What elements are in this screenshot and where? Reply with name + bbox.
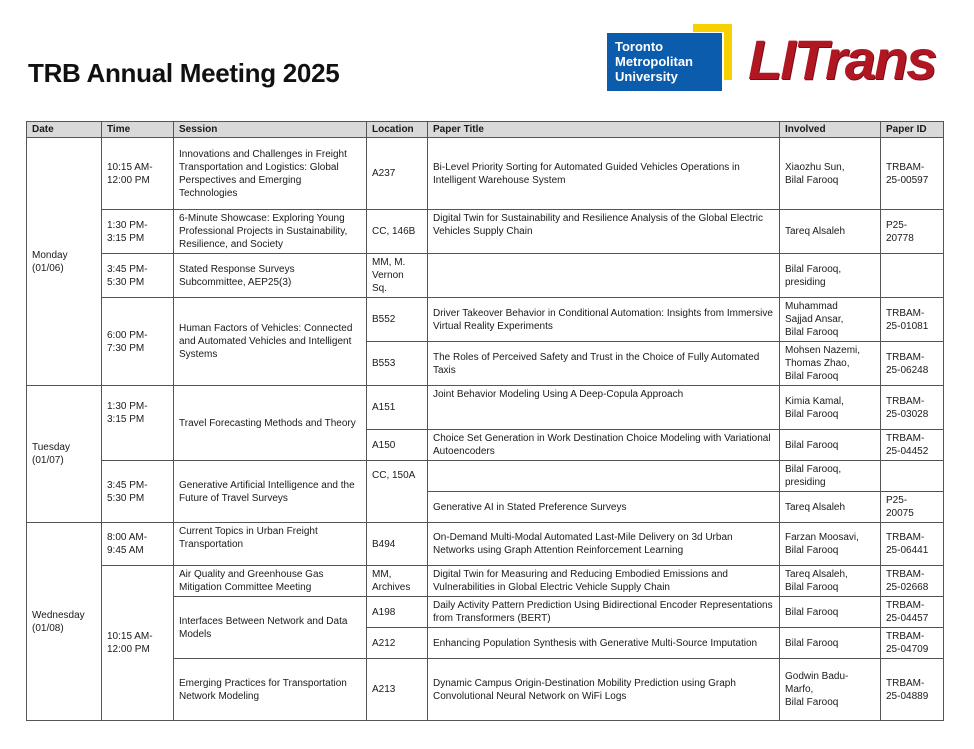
paper-title-cell: Digital Twin for Measuring and Reducing Embodied Emissions and Vulnerabilities in Global Electric Vehicle Supply Chain [428, 566, 780, 597]
involved-cell: Bilal Farooq [780, 430, 881, 461]
table-row [27, 210, 944, 254]
involved-cell: Mohsen Nazemi, Thomas Zhao, Bilal Farooq [780, 342, 881, 386]
paper-id-cell: TRBAM- 25-04889 [881, 659, 944, 721]
location-cell: MM, Archives [367, 566, 428, 597]
table-row [27, 523, 944, 566]
column-header-paper-id: Paper ID [881, 122, 944, 138]
location-cell: A213 [367, 659, 428, 721]
paper-id-cell: TRBAM- 25-04457 [881, 597, 944, 628]
session-cell: Generative Artificial Intelligence and the Future of Travel Surveys [174, 461, 367, 523]
table-row [27, 254, 944, 298]
paper-id-cell: TRBAM- 25-01081 [881, 298, 944, 342]
column-header-paper-title: Paper Title [428, 122, 780, 138]
paper-id-cell [881, 461, 944, 492]
involved-cell: Xiaozhu Sun, Bilal Farooq [780, 138, 881, 210]
paper-id-cell: TRBAM- 25-04709 [881, 628, 944, 659]
paper-id-cell: TRBAM- 25-02668 [881, 566, 944, 597]
time-cell: 10:15 AM- 12:00 PM [102, 138, 174, 210]
time-cell: 10:15 AM- 12:00 PM [102, 566, 174, 721]
tmu-logo-box [607, 33, 722, 91]
location-cell: MM, M. Vernon Sq. [367, 254, 428, 298]
table-row [27, 566, 944, 597]
session-cell: Travel Forecasting Methods and Theory [174, 386, 367, 461]
location-cell: B553 [367, 342, 428, 386]
table-row [27, 138, 944, 210]
litrans-logo: LITrans [748, 28, 936, 91]
table-header-row [27, 122, 944, 138]
paper-id-cell: TRBAM- 25-06248 [881, 342, 944, 386]
location-cell: A150 [367, 430, 428, 461]
paper-title-cell: Digital Twin for Sustainability and Resilience Analysis of the Global Electric Vehicles Supply Chain [428, 210, 780, 254]
tmu-logo-yellow-bar [724, 24, 732, 80]
paper-title-cell: The Roles of Perceived Safety and Trust in the Choice of Fully Automated Taxis [428, 342, 780, 386]
column-header-location: Location [367, 122, 428, 138]
page-title: TRB Annual Meeting 2025 [28, 58, 340, 88]
involved-cell: Tareq Alsaleh [780, 210, 881, 254]
paper-title-cell [428, 461, 780, 492]
time-cell: 1:30 PM- 3:15 PM [102, 386, 174, 461]
date-cell: Tuesday (01/07) [27, 386, 102, 523]
session-cell: 6-Minute Showcase: Exploring Young Professional Projects in Sustainability, Resilience, and Society [174, 210, 367, 254]
location-cell: CC, 146B [367, 210, 428, 254]
involved-cell: Bilal Farooq, presiding [780, 254, 881, 298]
paper-id-cell: P25- 20778 [881, 210, 944, 254]
paper-title-cell: Bi-Level Priority Sorting for Automated Guided Vehicles Operations in Intelligent Warehouse System [428, 138, 780, 210]
paper-title-cell: Choice Set Generation in Work Destination Choice Modeling with Variational Autoencoders [428, 430, 780, 461]
date-cell: Wednesday (01/08) [27, 523, 102, 721]
involved-cell: Muhammad Sajjad Ansar, Bilal Farooq [780, 298, 881, 342]
paper-id-cell: TRBAM- 25-03028 [881, 386, 944, 430]
session-cell: Interfaces Between Network and Data Models [174, 597, 367, 659]
location-cell: CC, 150A [367, 461, 428, 523]
tmu-logo-line: Toronto [615, 39, 664, 54]
paper-title-cell: Driver Takeover Behavior in Conditional Automation: Insights from Immersive Virtual Reality Experiments [428, 298, 780, 342]
location-cell: A212 [367, 628, 428, 659]
tmu-logo-line: University [615, 69, 678, 84]
session-cell: Current Topics in Urban Freight Transportation [174, 523, 367, 566]
column-header-date: Date [27, 122, 102, 138]
column-header-time: Time [102, 122, 174, 138]
involved-cell: Godwin Badu- Marfo, Bilal Farooq [780, 659, 881, 721]
paper-title-cell: Enhancing Population Synthesis with Generative Multi-Source Imputation [428, 628, 780, 659]
paper-title-cell [428, 254, 780, 298]
location-cell: A237 [367, 138, 428, 210]
session-cell: Stated Response Surveys Subcommittee, AEP25(3) [174, 254, 367, 298]
schedule-table [26, 121, 944, 721]
paper-title-cell: Generative AI in Stated Preference Surveys [428, 492, 780, 523]
time-cell: 1:30 PM- 3:15 PM [102, 210, 174, 254]
location-cell: A151 [367, 386, 428, 430]
involved-cell: Farzan Moosavi, Bilal Farooq [780, 523, 881, 566]
paper-id-cell: P25- 20075 [881, 492, 944, 523]
time-cell: 3:45 PM- 5:30 PM [102, 254, 174, 298]
paper-id-cell: TRBAM- 25-00597 [881, 138, 944, 210]
paper-title-cell: Dynamic Campus Origin-Destination Mobility Prediction using Graph Convolutional Neural Network on WiFi Logs [428, 659, 780, 721]
session-cell: Air Quality and Greenhouse Gas Mitigation Committee Meeting [174, 566, 367, 597]
paper-title-cell: On-Demand Multi-Modal Automated Last-Mile Delivery on 3d Urban Networks using Graph Attention Reinforcement Learning [428, 523, 780, 566]
paper-id-cell [881, 254, 944, 298]
location-cell: B494 [367, 523, 428, 566]
paper-title-cell: Joint Behavior Modeling Using A Deep-Copula Approach [428, 386, 780, 430]
session-cell: Innovations and Challenges in Freight Transportation and Logistics: Global Perspectives and Emerging Technologies [174, 138, 367, 210]
involved-cell: Kimia Kamal, Bilal Farooq [780, 386, 881, 430]
table-row [27, 386, 944, 430]
involved-cell: Bilal Farooq [780, 597, 881, 628]
table-row [27, 461, 944, 492]
time-cell: 8:00 AM- 9:45 AM [102, 523, 174, 566]
session-cell: Human Factors of Vehicles: Connected and Automated Vehicles and Intelligent Systems [174, 298, 367, 386]
paper-id-cell: TRBAM- 25-04452 [881, 430, 944, 461]
involved-cell: Tareq Alsaleh, Bilal Farooq [780, 566, 881, 597]
involved-cell: Tareq Alsaleh [780, 492, 881, 523]
session-cell: Emerging Practices for Transportation Network Modeling [174, 659, 367, 721]
tmu-logo-line: Metropolitan [615, 54, 693, 69]
tmu-logo [607, 24, 732, 91]
column-header-session: Session [174, 122, 367, 138]
involved-cell: Bilal Farooq [780, 628, 881, 659]
involved-cell: Bilal Farooq, presiding [780, 461, 881, 492]
paper-title-cell: Daily Activity Pattern Prediction Using Bidirectional Encoder Representations from Transformers (BERT) [428, 597, 780, 628]
time-cell: 6:00 PM- 7:30 PM [102, 298, 174, 386]
paper-id-cell: TRBAM- 25-06441 [881, 523, 944, 566]
location-cell: A198 [367, 597, 428, 628]
location-cell: B552 [367, 298, 428, 342]
time-cell: 3:45 PM- 5:30 PM [102, 461, 174, 523]
column-header-involved: Involved [780, 122, 881, 138]
date-cell: Monday (01/06) [27, 138, 102, 386]
table-row [27, 298, 944, 342]
